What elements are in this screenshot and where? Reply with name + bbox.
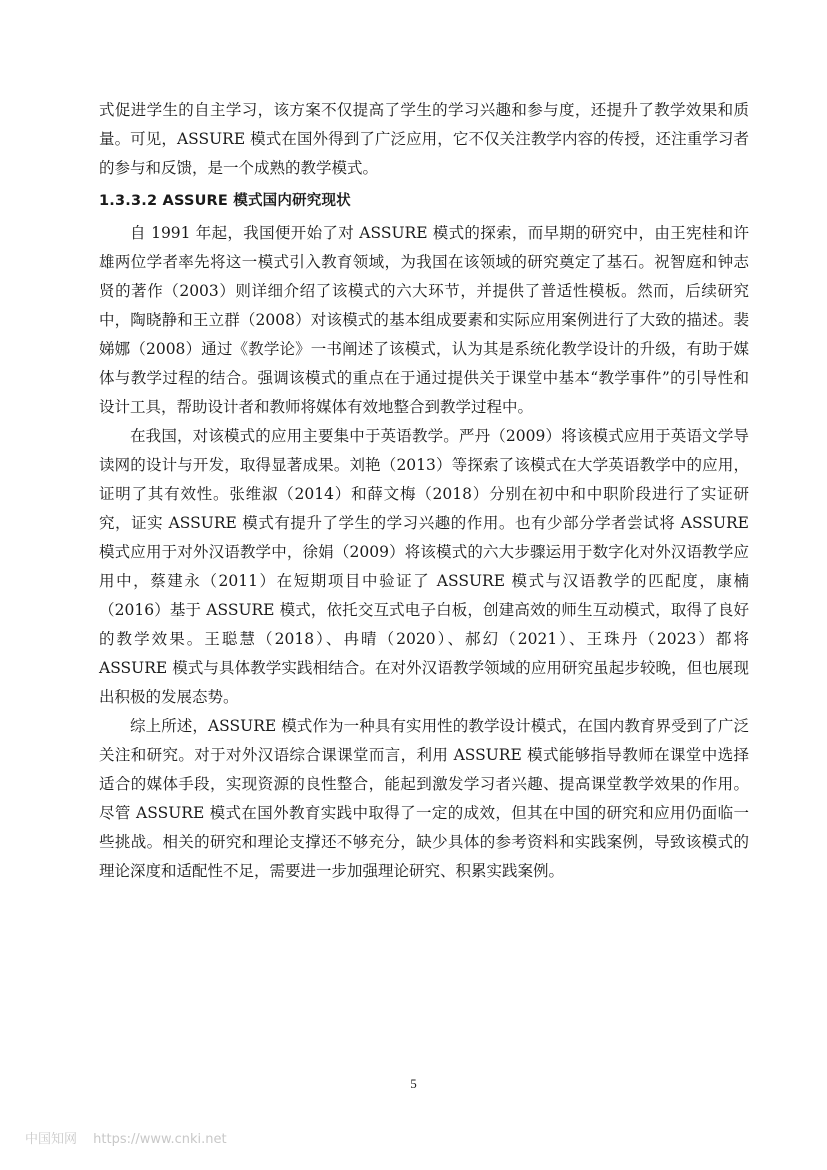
cnki-watermark xyxy=(25,1128,239,1147)
paragraph: 自 1991 年起，我国便开始了对 ASSURE 模式的探索，而早期的研究中，由王宪桂和许雄两位学者率先将这一模式引入教育领域，为我国在该领域的研究奠定了基石。祝智庭和钟志贤的著作（2003）则详细介绍了该模式的六大环节，并提供了普适性模板。然而，后续研究中，陶晓静和王立群（2008）对该模式的基本组成要素和实际应用案例进行了大致的描述。裴娣娜（2008）通过《教学论》一书阐述了该模式，认为其是系统化教学设计的升级，有助于媒体与教学过程的结合。强调该模式的重点在于通过提供关于课堂中基本“教学事件”的引导性和设计工具，帮助设计者和教师将媒体有效地整合到教学过程中。 xyxy=(99,224,749,416)
paragraph-continued: 式促进学生的自主学习，该方案不仅提高了学生的学习兴趣和参与度，还提升了教学效果和质量。可见，ASSURE 模式在国外得到了广泛应用，它不仅关注教学内容的传授，还注重学习者的参与和反馈，是一个成熟的教学模式。 xyxy=(99,101,749,177)
section-heading: 1.3.3.2 ASSURE 模式国内研究现状 xyxy=(99,193,351,209)
paragraph: 在我国，对该模式的应用主要集中于英语教学。严丹（2009）将该模式应用于英语文学导读网的设计与开发，取得显著成果。刘艳（2013）等探索了该模式在大学英语教学中的应用，证明了其有效性。张维淑（2014）和薛文梅（2018）分别在初中和中职阶段进行了实证研究，证实 ASSURE 模式有提升了学生的学习兴趣的作用。也有少部分学者尝试将 ASSURE 模式应用于对外汉语教学中，徐娟（2009）将该模式的六大步骤运用于数字化对外汉语教学应用中，蔡建永（2011）在短期项目中验证了 ASSURE 模式与汉语教学的匹配度，康楠（2016）基于 ASSURE 模式，依托交互式电子白板，创建高效的师生互动模式，取得了良好的教学效果。王聪慧（2018）、冉晴（2020）、郝幻（2021）、王珠丹（2023）都将 ASSURE 模式与具体教学实践相结合。在对外汉语教学领域的应用研究虽起步较晚，但也展现出积极的发展态势。 xyxy=(99,427,749,706)
watermark-url: https://www.cnki.net xyxy=(93,1132,227,1147)
document-body xyxy=(99,96,749,886)
watermark-site-name: 中国知网 xyxy=(25,1132,78,1147)
paragraph: 综上所述，ASSURE 模式作为一种具有实用性的教学设计模式，在国内教育界受到了广泛关注和研究。对于对外汉语综合课课堂而言，利用 ASSURE 模式能够指导教师在课堂中选择适合的媒体手段，实现资源的良性整合，能起到激发学习者兴趣、提高课堂教学效果的作用。尽管 ASSURE 模式在国外教育实践中取得了一定的成效，但其在中国的研究和应用仍面临一些挑战。相关的研究和理论支撑还不够充分，缺少具体的参考资料和实践案例，导致该模式的理论深度和适配性不足，需要进一步加强理论研究、积累实践案例。 xyxy=(99,717,749,880)
page-number: 5 xyxy=(410,1076,417,1091)
